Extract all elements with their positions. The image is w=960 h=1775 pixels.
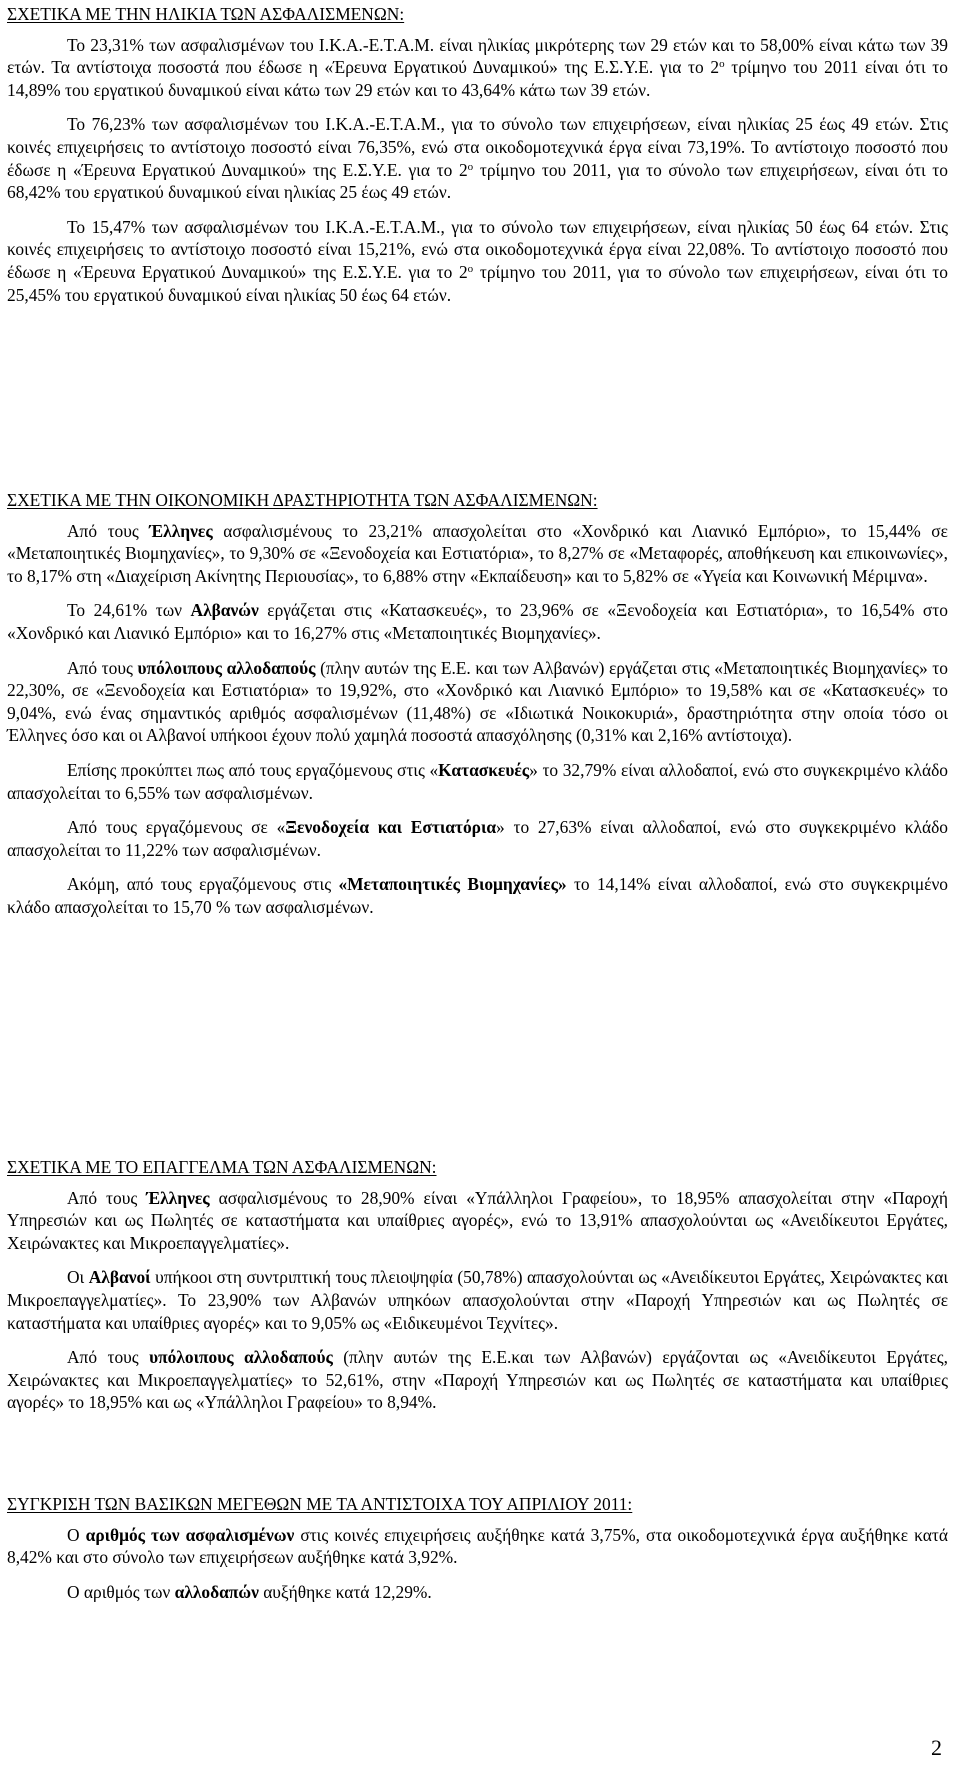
section-heading: ΣΥΓΚΡΙΣΗ ΤΩΝ ΒΑΣΙΚΩΝ ΜΕΓΕΘΩΝ ΜΕ ΤΑ ΑΝΤΙΣΤΟΙΧΑ ΤΟΥ ΑΠΡΙΛΙΟΥ 2011: — [7, 1494, 633, 1514]
paragraph: Ο αριθμός των ασφαλισμένων στις κοινές επιχειρήσεις αυξήθηκε κατά 3,75%, στα οικοδομοτεχνικά έργα αυξήθηκε κατά 8,42% και στο σύνολο των επιχειρήσεων αυξήθηκε κατά 3,92%. — [7, 1524, 948, 1568]
section-heading: ΣΧΕΤΙΚΑ ΜΕ ΤΟ ΕΠΑΓΓΕΛΜΑ ΤΩΝ ΑΣΦΑΛΙΣΜΕΝΩΝ: — [7, 1157, 437, 1177]
paragraph: Επίσης προκύπτει πως από τους εργαζόμενους στις «Κατασκευές» το 32,79% είναι αλλοδαποί, ενώ στο συγκεκριμένο κλάδο απασχολείται το 6,55% των ασφαλισμένων. — [7, 759, 948, 803]
paragraph: Από τους εργαζόμενους σε «Ξενοδοχεία και Εστιατόρια» το 27,63% είναι αλλοδαποί, ενώ στο συγκεκριμένο κλάδο απασχολείται το 11,22% των ασφαλισμένων. — [7, 817, 948, 860]
superscript: ο — [467, 160, 474, 173]
paragraph: Ο αριθμός των αλλοδαπών αυξήθηκε κατά 12,29%. — [67, 1581, 432, 1602]
emphasis-text: Έλληνες — [146, 1187, 210, 1208]
paragraph: Το 76,23% των ασφαλισμένων του Ι.Κ.Α.-Ε.Τ.Α.Μ., για το σύνολο των επιχειρήσεων, είναι ηλικίας 25 έως 49 ετών. Στις κοινές επιχειρήσεις το αντίστοιχο ποσοστό είναι 76,35%, ενώ στα οικοδομοτεχνικά έργα είναι 73,19%. Το αντίστοιχο ποσοστό που έδωσε η «Έρευνα Εργατικού Δυναμικού» της Ε.Σ.Υ.Ε. για το $2^o$ τρίμηνο του 2011, για το σύνολο των επιχειρήσεων, είναι ότι το 68,42% του εργατικού δυναμικού είναι ηλικίας 25 έως 49 ετών. — [7, 114, 948, 203]
section-comparison-april-2011 — [7, 1493, 948, 1615]
emphasis-text: Ξενοδοχεία και Εστιατόρια — [285, 817, 497, 838]
emphasis-text: αλλοδαπών — [174, 1581, 259, 1602]
section-heading: ΣΧΕΤΙΚΑ ΜΕ ΤΗΝ ΗΛΙΚΙΑ ΤΩΝ ΑΣΦΑΛΙΣΜΕΝΩΝ: — [7, 4, 405, 24]
superscript: ο — [467, 262, 474, 275]
emphasis-text: «Μεταποιητικές Βιομηχανίες» — [338, 874, 567, 895]
paragraph: Το 24,61% των Αλβανών εργάζεται στις «Κατασκευές», το 23,96% σε «Ξενοδοχεία και Εστιατόρια», το 16,54% στο «Χονδρικό και Λιανικό Εμπόριο» και το 16,27% στις «Μεταποιητικές Βιομηχανίες». — [7, 600, 948, 643]
paragraph: Από τους Έλληνες ασφαλισμένους το 23,21% απασχολείται στο «Χονδρικό και Λιανικό Εμπόριο», το 15,44% σε «Μεταποιητικές Βιομηχανίες», το 9,30% σε «Ξενοδοχεία και Εστιατόρια», το 8,27% σε «Μεταφορές, αποθήκευση και επικοινωνίες», το 8,17% στη «Διαχείριση Ακίνητης Περιουσίας», το 6,88% στην «Εκπαίδευση» και το 5,82% σε «Υγεία και Κοινωνική Μέριμνα». — [7, 520, 948, 586]
emphasis-text: υπόλοιπους αλλοδαπούς — [137, 657, 316, 678]
section-age — [7, 3, 948, 318]
emphasis-text: υπόλοιπους αλλοδαπούς — [149, 1347, 333, 1368]
paragraph: Από τους Έλληνες ασφαλισμένους το 28,90% είναι «Υπάλληλοι Γραφείου», το 18,95% απασχολείται στην «Παροχή Υπηρεσιών και ως Πωλητές σε καταστήματα και υπαίθριες αγορές», ενώ το 13,91% απασχολούνται ως «Ανειδίκευτοι Εργάτες, Χειρώνακτες και Μικροεπαγγελματίες». — [7, 1187, 948, 1253]
section-heading: ΣΧΕΤΙΚΑ ΜΕ ΤΗΝ ΟΙΚΟΝΟΜΙΚΗ ΔΡΑΣΤΗΡΙΟΤΗΤΑ ΤΩΝ ΑΣΦΑΛΙΣΜΕΝΩΝ: — [7, 490, 598, 510]
emphasis-text: αριθμός των ασφαλισμένων — [85, 1524, 295, 1545]
section-occupation — [7, 1156, 948, 1426]
page-number: 2 — [931, 1735, 942, 1760]
superscript: ο — [719, 58, 725, 71]
paragraph: Από τους υπόλοιπους αλλοδαπούς (πλην αυτών της Ε.Ε. και των Αλβανών) εργάζεται στις «Μεταποιητικές Βιομηχανίες» το 22,30%, σε «Ξενοδοχεία και Εστιατόρια» το 19,92%, στο «Χονδρικό και Λιανικό Εμπόριο» το 19,58% και σε «Κατασκευές» το 9,04%, ενώ ένας σημαντικός αριθμός ασφαλισμένων (11,48%) σε «Ιδιωτικά Νοικοκυριά», δραστηριότητα στην οποία τόσο οι Έλληνες όσο και οι Αλβανοί υπήκοοι έχουν πολύ χαμηλά ποσοστά απασχόλησης (0,31% και 2,16% αντίστοιχα). — [7, 657, 948, 746]
paragraph: Το 15,47% των ασφαλισμένων του Ι.Κ.Α.-Ε.Τ.Α.Μ., για το σύνολο των επιχειρήσεων, είναι ηλικίας 50 έως 64 ετών. Στις κοινές επιχειρήσεις το αντίστοιχο ποσοστό είναι 15,21%, ενώ στα οικοδομοτεχνικά έργα είναι 22,08%. Το αντίστοιχο ποσοστό που έδωσε η «Έρευνα Εργατικού Δυναμικού» της Ε.Σ.Υ.Ε. για το $2^o$ τρίμηνο του 2011, για το σύνολο των επιχειρήσεων, είναι ότι το 25,45% του εργατικού δυναμικού είναι ηλικίας 50 έως 64 ετών. — [7, 216, 948, 305]
emphasis-text: Αλβανοί — [88, 1267, 151, 1288]
emphasis-text: Αλβανών — [190, 600, 259, 621]
paragraph: Το 23,31% των ασφαλισμένων του Ι.Κ.Α.-Ε.Τ.Α.Μ. είναι ηλικίας μικρότερης των 29 ετών και το 58,00% είναι κάτω των 39 ετών. Τα αντίστοιχα ποσοστά που έδωσε η «Έρευνα Εργατικού Δυναμικού» της Ε.Σ.Υ.Ε. για το $2^o$ τρίμηνο του 2011 είναι ότι το 14,89% του εργατικού δυναμικού είναι κάτω των 29 ετών και το 43,64% κάτω των 39 ετών. — [7, 34, 948, 100]
paragraph: Από τους υπόλοιπους αλλοδαπούς (πλην αυτών της Ε.Ε.και των Αλβανών) εργάζονται ως «Ανειδίκευτοι Εργάτες, Χειρώνακτες και Μικροεπαγγελματίες» το 52,61%, στην «Παροχή Υπηρεσιών και ως Πωλητές σε καταστήματα και υπαίθριες αγορές» το 18,95% και ως «Υπάλληλοι Γραφείου» το 8,94%. — [7, 1347, 948, 1413]
paragraph: Ακόμη, από τους εργαζόμενους στις «Μεταποιητικές Βιομηχανίες» το 14,14% είναι αλλοδαποί, ενώ στο συγκεκριμένο κλάδο απασχολείται το 15,70 % των ασφαλισμένων. — [7, 874, 948, 917]
paragraph: Οι Αλβανοί υπήκοοι στη συντριπτική τους πλειοψηφία (50,78%) απασχολούνται ως «Ανειδίκευτοι Εργάτες, Χειρώνακτες και Μικροεπαγγελματίες». Το 23,90% των Αλβανών υπηκόων απασχολούνται στην «Παροχή Υπηρεσιών και ως Πωλητές σε καταστήματα και υπαίθριες αγορές» και το 9,05% ως «Ειδικευμένοι Τεχνίτες». — [7, 1267, 948, 1333]
emphasis-text: Έλληνες — [149, 520, 213, 541]
emphasis-text: Κατασκευές — [438, 759, 530, 780]
section-economic-activity — [7, 489, 948, 931]
